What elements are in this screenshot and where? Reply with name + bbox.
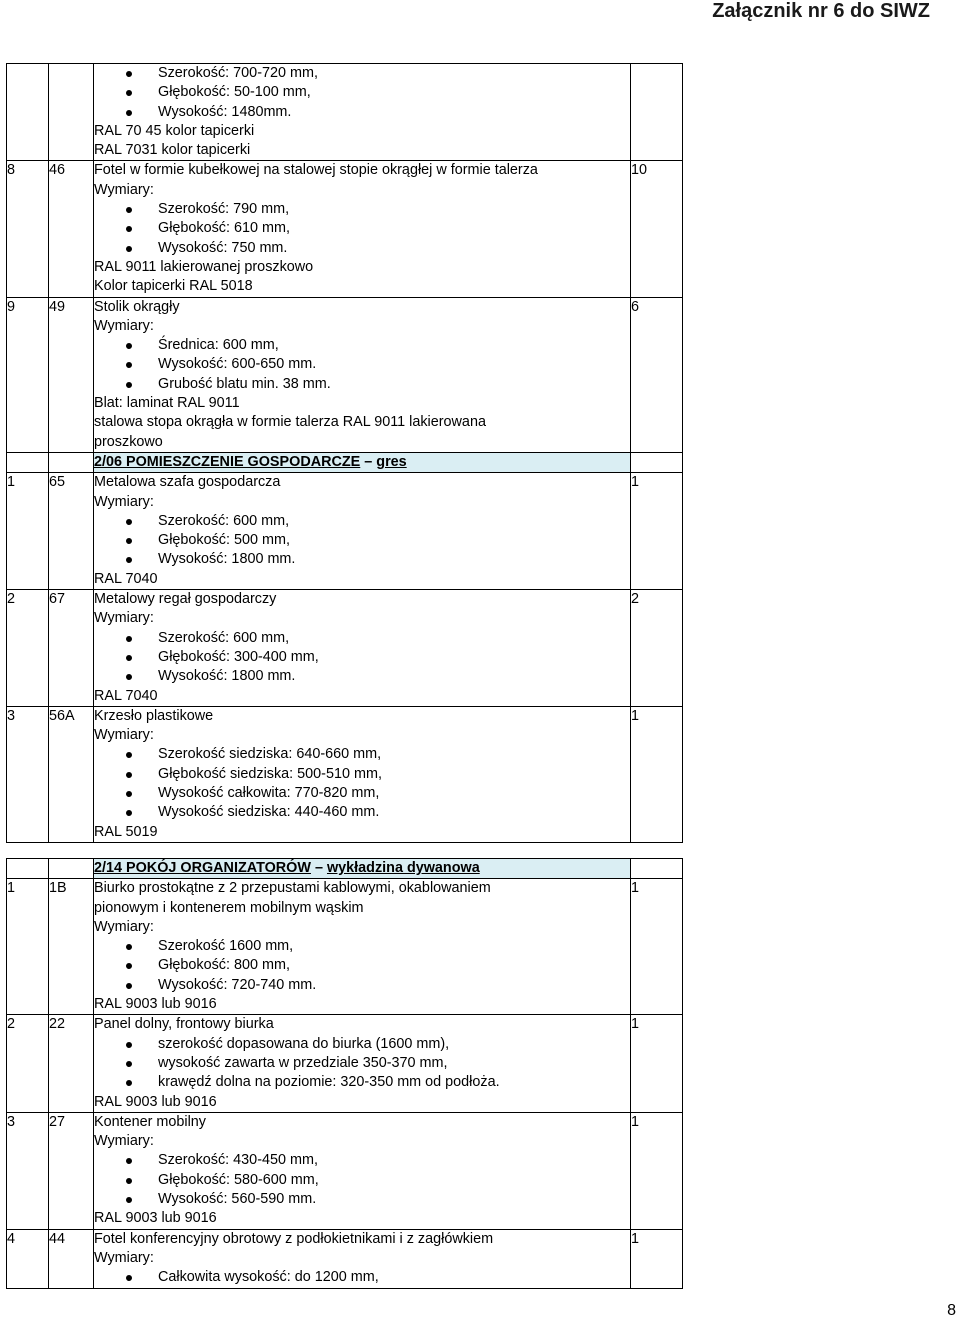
dimension-item: krawędź dolna na poziomie: 320-350 mm od podłoża.	[94, 1073, 630, 1092]
dimensions-list	[94, 200, 630, 258]
dimension-item: Całkowita wysokość: do 1200 mm,	[94, 1268, 630, 1287]
description-cell	[94, 1015, 631, 1112]
description-line: pionowym i kontenerem mobilnym wąskim	[94, 899, 364, 916]
dimension-item: Szerokość siedziska: 640-660 mm,	[94, 745, 630, 764]
room-qty-cell	[631, 452, 683, 472]
dimensions-list	[94, 1151, 630, 1209]
item-number-cell: 65	[49, 473, 94, 590]
lp-cell: 1	[7, 879, 49, 1015]
quantity-cell: 1	[631, 706, 683, 842]
quantity-cell: 1	[631, 473, 683, 590]
description-line: Wymiary:	[94, 1133, 154, 1150]
color-spec-line: RAL 7031 kolor tapicerki	[94, 142, 251, 159]
color-spec-line: RAL 9003 lub 9016	[94, 996, 217, 1013]
item-number-cell: 22	[49, 1015, 94, 1112]
dimension-item: Głębokość: 500 mm,	[94, 531, 630, 550]
description-cell	[94, 64, 631, 161]
dimension-item: Szerokość: 700-720 mm,	[94, 64, 630, 83]
room-header	[94, 452, 631, 472]
lp-cell: 4	[7, 1229, 49, 1288]
dimension-item: Wysokość: 1800 mm.	[94, 550, 630, 569]
color-spec-line: RAL 9011 lakierowanej proszkowo	[94, 258, 314, 275]
dimension-item: Wysokość: 560-590 mm.	[94, 1190, 630, 1209]
description-cell	[94, 1229, 631, 1288]
dimension-item: Głębokość siedziska: 500-510 mm,	[94, 765, 630, 784]
dimension-item: Szerokość: 790 mm,	[94, 200, 630, 219]
lp-cell: 9	[7, 297, 49, 452]
description-cell	[94, 297, 631, 452]
description-line: Krzesło plastikowe	[94, 707, 214, 724]
dimension-item: Szerokość: 600 mm,	[94, 512, 630, 531]
dimension-item: Wysokość: 600-650 mm.	[94, 355, 630, 374]
dimension-item: szerokość dopasowana do biurka (1600 mm),	[94, 1035, 630, 1054]
room-label: 2/06 POMIESZCZENIE GOSPODARCZE	[94, 453, 361, 470]
color-spec-line: RAL 9003 lub 9016	[94, 1210, 217, 1227]
dimension-item: Głębokość: 300-400 mm,	[94, 648, 630, 667]
dimensions-list	[94, 336, 630, 394]
room-number-cell	[49, 452, 94, 472]
color-spec-line: Kolor tapicerki RAL 5018	[94, 278, 253, 295]
room-floor: wykładzina dywanowa	[326, 860, 480, 876]
room-lp-cell	[7, 452, 49, 472]
color-spec-line: Blat: laminat RAL 9011	[94, 395, 240, 412]
item-number-cell: 56A	[49, 706, 94, 842]
dimensions-list	[94, 937, 630, 995]
description-line: Panel dolny, frontowy biurka	[94, 1016, 274, 1033]
description-line: Metalowa szafa gospodarcza	[94, 474, 281, 491]
table-row	[7, 473, 683, 590]
description-line: Kontener mobilny	[94, 1113, 206, 1130]
item-number-cell: 46	[49, 161, 94, 297]
page-number: 8	[947, 1302, 956, 1319]
quantity-cell: 1	[631, 1229, 683, 1288]
description-cell	[94, 1112, 631, 1229]
room-label: 2/14 POKÓJ ORGANIZATORÓW	[94, 860, 311, 876]
dimensions-list	[94, 1035, 630, 1093]
description-line: Stolik okrągły	[94, 298, 180, 315]
dimension-item: Głębokość: 50-100 mm,	[94, 83, 630, 102]
table-row	[7, 590, 683, 707]
table-row	[7, 64, 683, 161]
table-row	[7, 297, 683, 452]
lp-cell: 2	[7, 1015, 49, 1112]
color-spec-line: RAL 7040	[94, 570, 158, 587]
description-line: Metalowy regał gospodarczy	[94, 591, 277, 608]
lp-cell: 8	[7, 161, 49, 297]
description-line: Wymiary:	[94, 918, 154, 935]
description-cell	[94, 706, 631, 842]
item-number-cell	[49, 64, 94, 161]
description-line: Biurko prostokątne z 2 przepustami kablowymi, okablowaniem	[94, 880, 491, 897]
dimension-item: wysokość zawarta w przedziale 350-370 mm,	[94, 1054, 630, 1073]
description-cell	[94, 473, 631, 590]
lp-cell: 1	[7, 473, 49, 590]
dimensions-list	[94, 64, 630, 122]
dimensions-list	[94, 745, 630, 822]
color-spec-line: RAL 70 45 kolor tapicerki	[94, 122, 255, 139]
item-number-cell: 27	[49, 1112, 94, 1229]
dimensions-list	[94, 629, 630, 687]
lp-cell: 3	[7, 706, 49, 842]
quantity-cell: 1	[631, 879, 683, 1015]
description-line: Fotel w formie kubełkowej na stalowej stopie okrągłej w formie talerza	[94, 162, 538, 179]
color-spec-line: stalowa stopa okrągła w formie talerza RAL 9011 lakierowana	[94, 414, 486, 431]
table-row	[7, 1015, 683, 1112]
dimension-item: Szerokość: 600 mm,	[94, 629, 630, 648]
room-header-row	[7, 859, 683, 879]
table-row	[7, 879, 683, 1015]
dimension-item: Wysokość: 720-740 mm.	[94, 976, 630, 995]
quantity-cell: 1	[631, 1015, 683, 1112]
dimension-item: Szerokość: 430-450 mm,	[94, 1151, 630, 1170]
quantity-cell: 10	[631, 161, 683, 297]
dimension-item: Głębokość: 610 mm,	[94, 219, 630, 238]
lp-cell	[7, 64, 49, 161]
room-qty-cell	[631, 859, 683, 879]
item-number-cell: 67	[49, 590, 94, 707]
spec-table-2	[6, 858, 683, 1289]
description-line: Fotel konferencyjny obrotowy z podłokietnikami i z zagłówkiem	[94, 1230, 494, 1247]
dimension-item: Wysokość: 750 mm.	[94, 239, 630, 258]
table-row	[7, 1112, 683, 1229]
spec-table-1	[6, 63, 683, 843]
description-cell	[94, 590, 631, 707]
quantity-cell: 2	[631, 590, 683, 707]
dimension-item: Głębokość: 580-600 mm,	[94, 1171, 630, 1190]
table-row	[7, 706, 683, 842]
item-number-cell: 49	[49, 297, 94, 452]
document-header-title: Załącznik nr 6 do SIWZ	[712, 0, 930, 22]
item-number-cell: 1B	[49, 879, 94, 1015]
dimension-item: Szerokość 1600 mm,	[94, 937, 630, 956]
dimension-item: Wysokość: 1480mm.	[94, 103, 630, 122]
description-cell	[94, 879, 631, 1015]
description-line: Wymiary:	[94, 317, 154, 334]
description-line: Wymiary:	[94, 181, 154, 198]
description-line: Wymiary:	[94, 1249, 154, 1266]
color-spec-line: RAL 5019	[94, 823, 158, 840]
room-header	[94, 859, 631, 879]
dimension-item: Grubość blatu min. 38 mm.	[94, 375, 630, 394]
color-spec-line: proszkowo	[94, 433, 163, 450]
dimensions-list	[94, 1268, 630, 1287]
table-row	[7, 161, 683, 297]
description-line: Wymiary:	[94, 727, 154, 744]
lp-cell: 2	[7, 590, 49, 707]
dimension-item: Średnica: 600 mm,	[94, 336, 630, 355]
dimension-item: Głębokość: 800 mm,	[94, 956, 630, 975]
room-floor: gres	[376, 453, 407, 470]
quantity-cell: 6	[631, 297, 683, 452]
table-row	[7, 1229, 683, 1288]
room-header-row	[7, 452, 683, 472]
quantity-cell: 1	[631, 1112, 683, 1229]
room-lp-cell	[7, 859, 49, 879]
dimensions-list	[94, 512, 630, 570]
item-number-cell: 44	[49, 1229, 94, 1288]
color-spec-line: RAL 9003 lub 9016	[94, 1093, 217, 1110]
description-cell	[94, 161, 631, 297]
lp-cell: 3	[7, 1112, 49, 1229]
color-spec-line: RAL 7040	[94, 687, 158, 704]
room-separator: –	[310, 860, 327, 876]
dimension-item: Wysokość całkowita: 770-820 mm,	[94, 784, 630, 803]
room-number-cell	[49, 859, 94, 879]
description-line: Wymiary:	[94, 610, 154, 627]
description-line: Wymiary:	[94, 493, 154, 510]
room-separator: –	[360, 453, 377, 470]
dimension-item: Wysokość siedziska: 440-460 mm.	[94, 803, 630, 822]
quantity-cell	[631, 64, 683, 161]
dimension-item: Wysokość: 1800 mm.	[94, 667, 630, 686]
